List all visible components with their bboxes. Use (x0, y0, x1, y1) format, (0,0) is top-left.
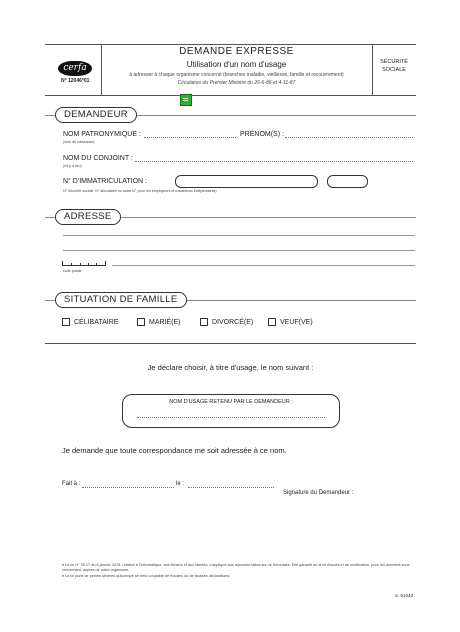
cerfa-logo (58, 61, 92, 76)
form-reference: S. 6104d (395, 593, 414, 598)
signature-label: Signature du Demandeur : (283, 490, 354, 496)
date-label: le : (176, 481, 185, 487)
adresse-line-1[interactable] (63, 235, 415, 236)
form-number: N° 12046*01 (61, 78, 90, 84)
footer-note-cnil-text: La loi N° 78-17 du 6 janvier 1978, relative à l'informatique, aux fichiers et aux libertés, s'applique aux réponses faites sur ce formulaire. Elle garantit un droit d'accès et de rectification, pour les données vous concernant, auprès de notre organisme. (62, 563, 410, 572)
page-title: DEMANDE EXPRESSE (179, 46, 294, 57)
immatriculation-field[interactable] (175, 175, 318, 188)
code-postal-hint: code postal (63, 269, 82, 273)
option-divorce-label: DIVORCÉ(E) (212, 318, 254, 326)
nom-usage-field[interactable] (137, 417, 325, 418)
option-celibataire-label: CÉLIBATAIRE (74, 318, 119, 326)
checkbox-veuf[interactable] (268, 318, 276, 326)
correspondence-text: Je demande que toute correspondance me soit adressée à ce nom. (62, 446, 287, 455)
checkbox-marie[interactable] (137, 318, 145, 326)
document-icon (180, 94, 192, 106)
section-situation-famille: SITUATION DE FAMILLE (55, 292, 187, 308)
nom-patronymique-field[interactable] (144, 137, 236, 138)
immatriculation-hint: N° Sécurité sociale, N° allocataire ou autre N°, pour les employeurs et travailleurs indépendants) (63, 189, 217, 193)
checkbox-celibataire[interactable] (62, 318, 70, 326)
nom-patronymique-hint: (nom de naissance) (63, 140, 95, 144)
instruction-text: à adresser à chaque organisme concerné (branches maladie, vieillesse, famille et recouvrement) (129, 72, 344, 78)
circulars-text: Circulaires du Premier Ministre du 26-6-86 et 4-11-87 (177, 80, 296, 86)
page-subtitle: Utilisation d'un nom d'usage (186, 60, 287, 69)
option-divorce[interactable] (200, 318, 253, 326)
immatriculation-key-field[interactable] (327, 175, 368, 188)
org-name-line2: SOCIALE (382, 67, 406, 73)
fait-a-field[interactable] (82, 487, 174, 488)
immatriculation-label: N° D'IMMATRICULATION : (63, 178, 147, 185)
footer-note-cnil: ♦ La loi N° 78-17 du 6 janvier 1978, relative à l'informatique, aux fichiers et aux libertés, s'applique aux réponses faites sur ce formulaire. Elle garantit un droit d'accès et de rectification, pour les données vous concernant, auprès de notre organisme. (62, 563, 410, 572)
footer-note-fraud-text: La loi punit de peines sévères quiconque se rend coupable de fraudes ou de fausses déclarations. (65, 574, 231, 578)
option-veuf-label: VEUF(VE) (280, 318, 313, 326)
org-name-line1: SÉCURITÉ (380, 59, 408, 65)
checkbox-divorce[interactable] (200, 318, 208, 326)
nom-conjoint-field[interactable] (135, 161, 413, 162)
prenoms-label: PRÉNOM(S) : (240, 131, 284, 138)
section-demandeur: DEMANDEUR (55, 107, 137, 123)
option-celibataire[interactable] (62, 318, 118, 326)
prenoms-field[interactable] (285, 137, 413, 138)
footer-note-fraud: ♦ La loi punit de peines sévères quiconque se rend coupable de fraudes ou de fausses déclarations. (62, 574, 231, 578)
section-adresse: ADRESSE (55, 209, 121, 225)
commune-field[interactable] (112, 265, 415, 266)
nom-patronymique-label: NOM PATRONYMIQUE : (63, 131, 141, 138)
option-veuf[interactable] (268, 318, 313, 326)
nom-conjoint-hint: (s'il y a lieu) (63, 164, 82, 168)
adresse-line-2[interactable] (63, 250, 415, 251)
code-postal-field[interactable] (62, 261, 106, 266)
date-field[interactable] (188, 487, 274, 488)
nom-usage-label: NOM D'USAGE RETENU PAR LE DEMANDEUR : (169, 399, 293, 405)
nom-usage-box[interactable] (122, 394, 340, 428)
cerfa-logo-text: cerfa (63, 63, 87, 73)
fait-a-label: Fait à : (62, 481, 81, 487)
signature-area[interactable] (283, 500, 413, 550)
option-marie[interactable] (137, 318, 181, 326)
declaration-text: Je déclare choisir, à titre d'usage, le nom suivant : (147, 363, 314, 372)
option-marie-label: MARIÉ(E) (149, 318, 181, 326)
nom-conjoint-label: NOM DU CONJOINT : (63, 155, 133, 162)
